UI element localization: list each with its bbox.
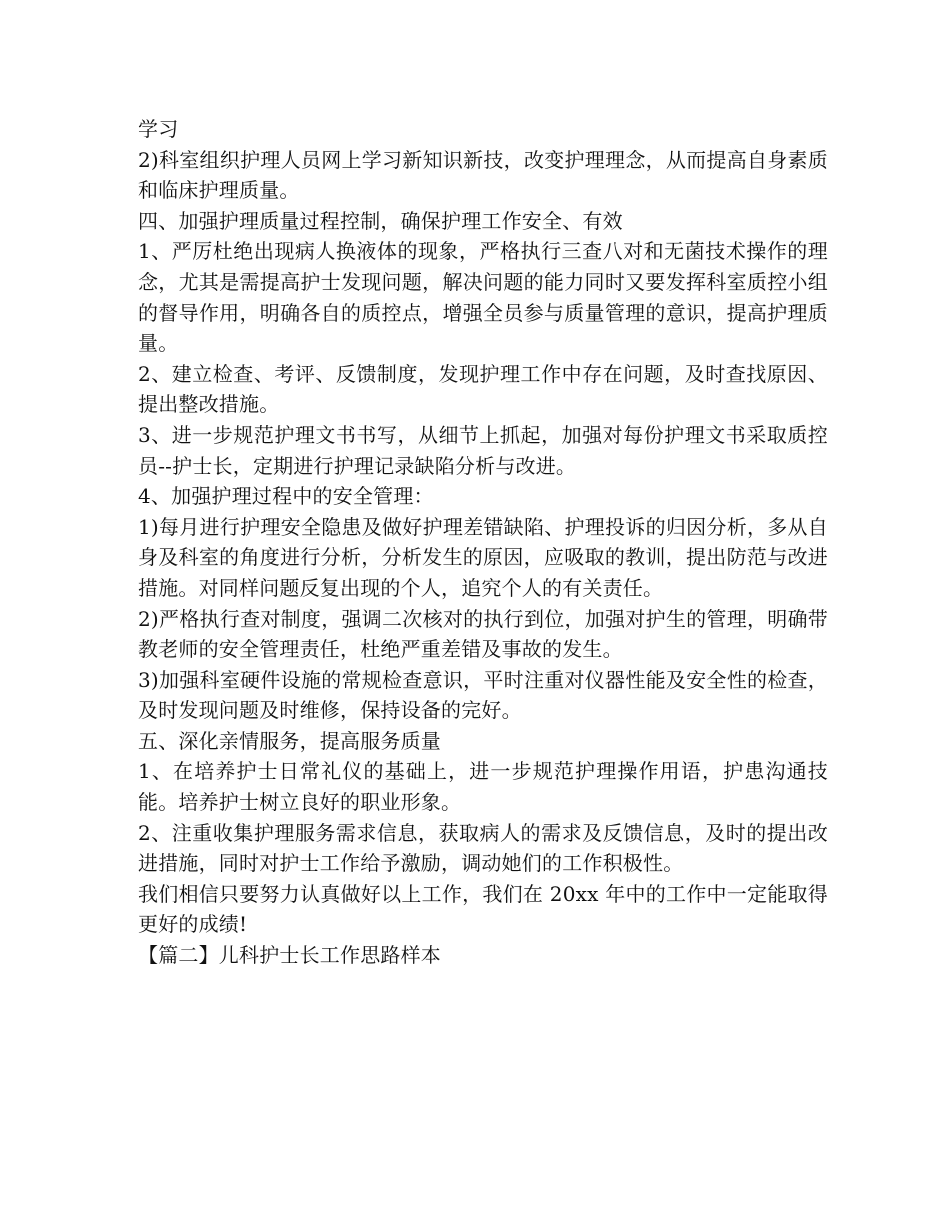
section-heading-4: 四、加强护理质量过程控制，确保护理工作安全、有效	[138, 208, 623, 233]
paragraph-item-4-3: 3、进一步规范护理文书书写，从细节上抓起，加强对每份护理文书采取质控员--护士长，定期进行护理记录缺陷分析与改进。	[138, 422, 828, 478]
paragraph-item-5-1: 1、在培养护士日常礼仪的基础上，进一步规范护理操作用语，护患沟通技能。培养护士树立良好的职业形象。	[138, 759, 828, 815]
paragraph-online-learning: 2)科室组织护理人员网上学习新知识新技，改变护理理念，从而提高自身素质和临床护理质量。	[138, 147, 828, 203]
paragraph-item-5-2: 2、注重收集护理服务需求信息，获取病人的需求及反馈信息，及时的提出改进措施，同时对护士工作给予激励，调动她们的工作积极性。	[138, 820, 828, 876]
paragraph-subitem-3: 3)加强科室硬件设施的常规检查意识，平时注重对仪器性能及安全性的检查，及时发现问题及时维修，保持设备的完好。	[138, 667, 828, 723]
paragraph-closing: 我们相信只要努力认真做好以上工作，我们在 20xx 年中的工作中一定能取得更好的成绩!	[138, 881, 828, 937]
section-heading-5: 五、深化亲情服务，提高服务质量	[138, 728, 441, 753]
paragraph-item-4-1: 1、严厉杜绝出现病人换液体的现象，严格执行三查八对和无菌技术操作的理念，尤其是需提高护士发现问题，解决问题的能力同时又要发挥科室质控小组的督导作用，明确各自的质控点，增强全员参与质量管理的意识，提高护理质量。	[138, 239, 828, 356]
document-body	[138, 114, 828, 971]
paragraph-subitem-2: 2)严格执行查对制度，强调二次核对的执行到位，加强对护生的管理，明确带教老师的安全管理责任，杜绝严重差错及事故的发生。	[138, 606, 828, 662]
paragraph-continuation: 学习	[138, 117, 179, 141]
next-article-heading: 【篇二】儿科护士长工作思路样本	[138, 943, 441, 968]
paragraph-subitem-1: 1)每月进行护理安全隐患及做好护理差错缺陷、护理投诉的归因分析，多从自身及科室的角度进行分析，分析发生的原因，应吸取的教训，提出防范与改进措施。对同样问题反复出现的个人，追究个人的有关责任。	[138, 514, 828, 600]
paragraph-item-4-2: 2、建立检查、考评、反馈制度，发现护理工作中存在问题，及时查找原因、提出整改措施。	[138, 361, 828, 417]
paragraph-item-4-4: 4、加强护理过程中的安全管理：	[138, 484, 434, 509]
